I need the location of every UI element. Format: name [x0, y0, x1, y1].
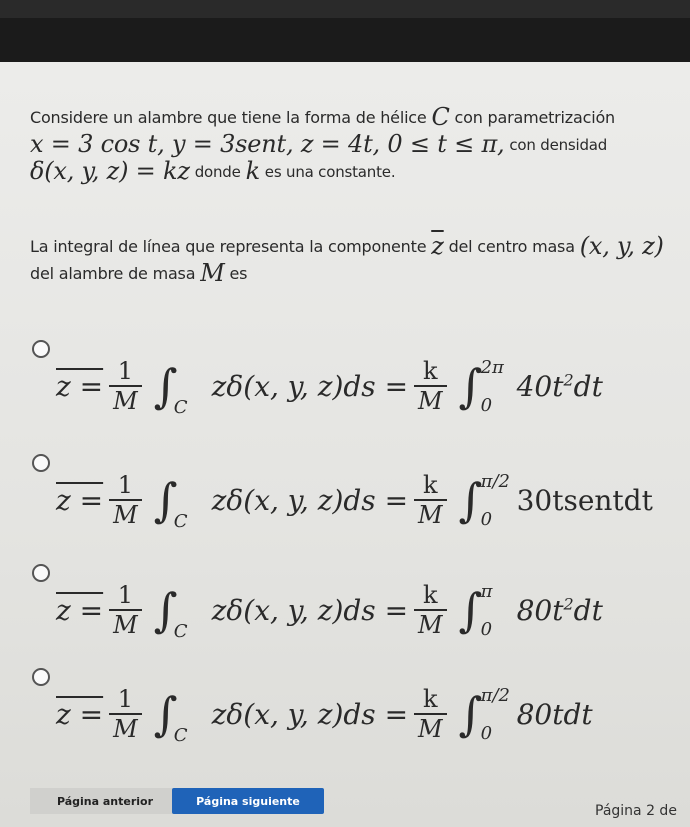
- upper-limit: π/2: [480, 685, 510, 706]
- upper-limit: 2π: [480, 357, 504, 378]
- option-formula: [56, 674, 593, 754]
- numerator: 1: [117, 581, 134, 609]
- next-page-button[interactable]: Página siguiente: [172, 788, 324, 814]
- denominator: M: [109, 713, 142, 743]
- differential: dt: [573, 593, 603, 627]
- formula-lhs: z =: [56, 697, 104, 731]
- formula-lhs: z =: [56, 369, 104, 403]
- radio-button[interactable]: [32, 564, 50, 582]
- upper-limit: π/2: [480, 471, 510, 492]
- question-statement: [30, 104, 680, 185]
- denominator: M: [109, 609, 142, 639]
- prompt-text: es: [229, 264, 248, 283]
- question-text: donde: [194, 163, 241, 181]
- prompt-line-2: [30, 260, 680, 287]
- question-prompt: [30, 233, 680, 287]
- tail-base: 30tsentdt: [516, 483, 653, 517]
- mass-symbol: M: [200, 259, 225, 287]
- prompt-text: La integral de línea que representa la componente: [30, 237, 427, 256]
- exponent: 2: [563, 370, 574, 390]
- option-formula: [56, 346, 603, 426]
- fraction-1-over-M: [109, 581, 142, 639]
- numerator: k: [423, 357, 438, 385]
- fraction-k-over-M: [414, 581, 447, 639]
- integrand: zδ(x, y, z)ds =: [211, 483, 409, 517]
- integral-sign: ∫ 2π 0: [458, 357, 504, 416]
- integral-sign: ∫ C: [153, 583, 188, 642]
- answer-option-4[interactable]: [22, 664, 672, 764]
- answer-option-2[interactable]: [22, 450, 672, 550]
- fraction-1-over-M: [109, 471, 142, 529]
- previous-page-button[interactable]: Página anterior: [30, 788, 180, 814]
- denominator: M: [109, 499, 142, 529]
- option-formula: [56, 570, 603, 650]
- numerator: 1: [117, 471, 134, 499]
- page-indicator: Página 2 de: [595, 803, 677, 819]
- upper-limit: π: [480, 581, 493, 602]
- lower-limit: 0: [480, 723, 493, 744]
- integrand-tail: [517, 594, 603, 627]
- fraction-1-over-M: [109, 357, 142, 415]
- integral-sign: ∫ C: [153, 687, 188, 746]
- option-formula: [56, 460, 653, 540]
- integral-sign: ∫ π/2 0: [458, 685, 510, 744]
- lower-limit: 0: [480, 395, 493, 416]
- prompt-text: del centro masa: [448, 237, 575, 256]
- prompt-text: del alambre de masa: [30, 264, 196, 283]
- curve-symbol: C: [431, 103, 450, 131]
- prompt-line-1: [30, 233, 680, 260]
- constant-symbol: k: [245, 157, 260, 185]
- radio-button[interactable]: [32, 454, 50, 472]
- integral-sign: ∫ π/2 0: [458, 471, 510, 530]
- question-text: Considere un alambre que tiene la forma de hélice: [30, 108, 427, 127]
- top-bar-strip: [0, 0, 690, 18]
- question-line-2: [30, 131, 680, 158]
- fraction-k-over-M: [414, 357, 447, 415]
- question-text: con densidad: [509, 136, 608, 154]
- zbar-symbol: $\overline{z}$: [431, 232, 444, 260]
- formula-lhs: z =: [56, 483, 104, 517]
- differential: dt: [573, 369, 603, 403]
- fraction-k-over-M: [414, 471, 447, 529]
- integral-sign: ∫ C: [153, 359, 188, 418]
- center-mass-point: (x, y, z): [579, 232, 664, 260]
- fraction-1-over-M: [109, 685, 142, 743]
- integrand: zδ(x, y, z)ds =: [211, 369, 409, 403]
- radio-button[interactable]: [32, 340, 50, 358]
- fraction-k-over-M: [414, 685, 447, 743]
- tail-base: 80tdt: [516, 697, 593, 731]
- integrand: zδ(x, y, z)ds =: [211, 697, 409, 731]
- integral-subscript: C: [173, 397, 188, 418]
- denominator: M: [109, 385, 142, 415]
- integrand: zδ(x, y, z)ds =: [211, 593, 409, 627]
- integrand-tail: [517, 370, 603, 403]
- denominator: M: [414, 385, 447, 415]
- formula-lhs: z =: [56, 593, 104, 627]
- answer-option-3[interactable]: [22, 560, 672, 660]
- density-math: δ(x, y, z) = kz: [30, 157, 190, 185]
- integral-subscript: C: [173, 621, 188, 642]
- integral-subscript: C: [173, 725, 188, 746]
- exponent: 2: [563, 594, 574, 614]
- denominator: M: [414, 499, 447, 529]
- answer-option-1[interactable]: [22, 336, 672, 436]
- numerator: k: [423, 471, 438, 499]
- top-bar: [0, 0, 690, 62]
- question-text: es una constante.: [264, 163, 396, 181]
- numerator: 1: [117, 685, 134, 713]
- denominator: M: [414, 713, 447, 743]
- integrand-tail: [517, 484, 653, 517]
- lower-limit: 0: [480, 509, 493, 530]
- numerator: k: [423, 581, 438, 609]
- question-text: con parametrización: [454, 108, 615, 127]
- integral-subscript: C: [173, 511, 188, 532]
- parametrization-math: x = 3 cos t, y = 3sent, z = 4t, 0 ≤ t ≤ π,: [30, 130, 505, 158]
- tail-base: 40t: [516, 369, 564, 403]
- question-line-1: [30, 104, 680, 131]
- integrand-tail: [517, 698, 593, 731]
- numerator: k: [423, 685, 438, 713]
- radio-button[interactable]: [32, 668, 50, 686]
- tail-base: 80t: [516, 593, 564, 627]
- denominator: M: [414, 609, 447, 639]
- integral-sign: ∫ π 0: [458, 581, 493, 640]
- question-line-3: [30, 158, 680, 185]
- lower-limit: 0: [480, 619, 493, 640]
- numerator: 1: [117, 357, 134, 385]
- integral-sign: ∫ C: [153, 473, 188, 532]
